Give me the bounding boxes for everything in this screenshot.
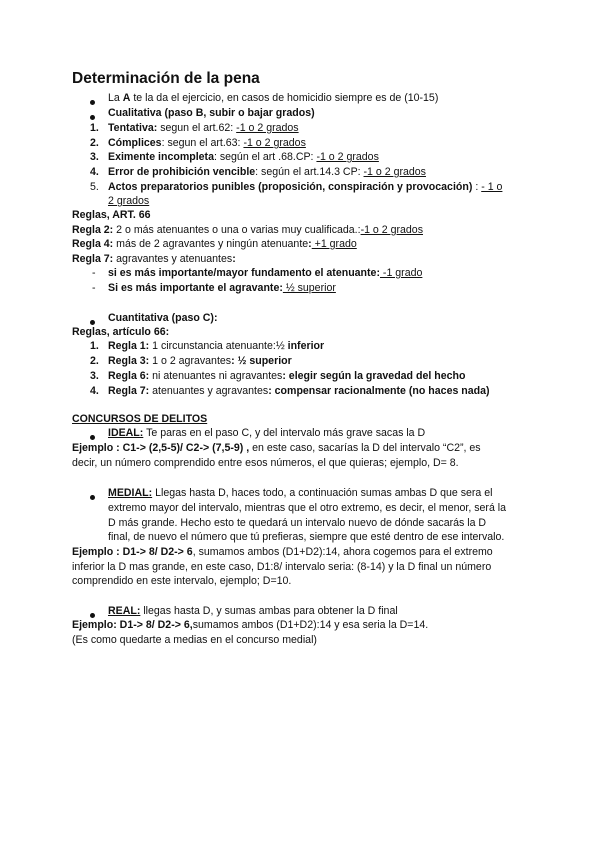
list-item: Actos preparatorios punibles (proposición, conspiración y provocación) : - 1 o bbox=[108, 181, 503, 193]
dash-item: si es más importante/mayor fundamento el atenuante: -1 grado bbox=[108, 267, 423, 279]
list-number: 1. bbox=[90, 340, 99, 352]
cuantitativa-heading: Cuantitativa (paso C): bbox=[108, 312, 218, 324]
medial-example: Ejemplo : D1-> 8/ D2-> 6, sumamos ambos (D1+D2):14, ahora cogemos para el extremo bbox=[72, 546, 493, 558]
medial-line: extremo mayor del intervalo, mientras que el otro extremo, es decir, el menor, será la bbox=[108, 502, 507, 514]
list-number: 2. bbox=[90, 137, 99, 149]
medial-line: D más grande. Hecho esto te quedará un intervalo nuevo de dónde sacarás la D bbox=[108, 517, 487, 529]
dash-marker: - bbox=[92, 282, 96, 294]
list-number: 3. bbox=[90, 370, 99, 382]
regla-line: Regla 4: más de 2 agravantes y ningún atenuante: +1 grado bbox=[72, 238, 357, 250]
concursos-heading: CONCURSOS DE DELITOS bbox=[72, 413, 208, 425]
real-line: REAL: llegas hasta D, y sumas ambas para obtener la D final bbox=[108, 605, 398, 617]
ideal-example: Ejemplo : C1-> (2,5-5)/ C2-> (7,5-9) , en este caso, sacarías la D del intervalo “C2”, es bbox=[72, 442, 481, 454]
list-item-continuation: 2 grados bbox=[108, 195, 150, 207]
medial-line: final, de nuevo el número que tú prefieras, siempre que esté dentro de ese intervalo. bbox=[108, 531, 505, 543]
ideal-line: IDEAL: Te paras en el paso C, y del intervalo más grave sacas la D bbox=[108, 427, 426, 439]
list-item: Tentativa: segun el art.62: -1 o 2 grados bbox=[108, 122, 299, 134]
list-item: Regla 7: atenuantes y agravantes: compensar racionalmente (no haces nada) bbox=[108, 385, 490, 397]
list-item: Regla 6: ni atenuantes ni agravantes: elegir según la gravedad del hecho bbox=[108, 370, 466, 382]
section-heading: Reglas, ART. 66 bbox=[72, 209, 151, 221]
intro-a-line bbox=[108, 92, 438, 105]
medial-example-line: inferior la D mas grande, en este caso, D1:8/ intervalo seria: (8-14) y la D final un número bbox=[72, 561, 492, 573]
intro-a-post: te la da el ejercicio, en casos de homicidio siempre es de (10-15) bbox=[130, 92, 439, 104]
dash-item: Si es más importante el agravante: ½ superior bbox=[108, 282, 336, 294]
list-item: Cómplices: segun el art.63: -1 o 2 grados bbox=[108, 137, 306, 149]
ideal-example-line2: decir, un número comprendido entre esos números, el que quieras; ejemplo, D= 8. bbox=[72, 457, 459, 469]
intro-a-bold: A bbox=[122, 92, 131, 104]
list-number: 1. bbox=[90, 122, 99, 134]
list-item: Eximente incompleta: según el art .68.CP: -1 o 2 grados bbox=[108, 151, 379, 163]
intro-a-pre: La bbox=[108, 92, 123, 104]
list-number: 4. bbox=[90, 166, 99, 178]
bullet-dot bbox=[90, 96, 95, 109]
list-number: 5. bbox=[90, 181, 99, 193]
section-heading: Reglas, artículo 66: bbox=[72, 326, 170, 338]
medial-example-line: comprendido en este intervalo, ejemplo; D=10. bbox=[72, 575, 292, 587]
dash-marker: - bbox=[92, 267, 96, 279]
list-number: 3. bbox=[90, 151, 99, 163]
list-item: Regla 1: 1 circunstancia atenuante:½ inferior bbox=[108, 340, 325, 352]
list-number: 4. bbox=[90, 385, 99, 397]
list-number: 2. bbox=[90, 355, 99, 367]
list-item: Regla 3: 1 o 2 agravantes: ½ superior bbox=[108, 355, 292, 367]
page-title: Determinación de la pena bbox=[72, 70, 260, 87]
medial-line: MEDIAL: Llegas hasta D, haces todo, a continuación sumas ambas D que sera el bbox=[108, 487, 493, 499]
bullet-dot bbox=[90, 491, 95, 504]
real-note: (Es como quedarte a medias en el concurso medial) bbox=[72, 634, 317, 646]
list-item: Error de prohibición vencible: según el art.14.3 CP: -1 o 2 grados bbox=[108, 166, 426, 178]
regla-line: Regla 2: 2 o más atenuantes o una o varias muy cualificada.:-1 o 2 grados bbox=[72, 224, 423, 236]
real-example: Ejemplo: D1-> 8/ D2-> 6,sumamos ambos (D1+D2):14 y esa seria la D=14. bbox=[72, 619, 429, 631]
cualitativa-heading: Cualitativa (paso B, subir o bajar grados) bbox=[108, 107, 315, 119]
regla-line: Regla 7: agravantes y atenuantes: bbox=[72, 253, 236, 265]
